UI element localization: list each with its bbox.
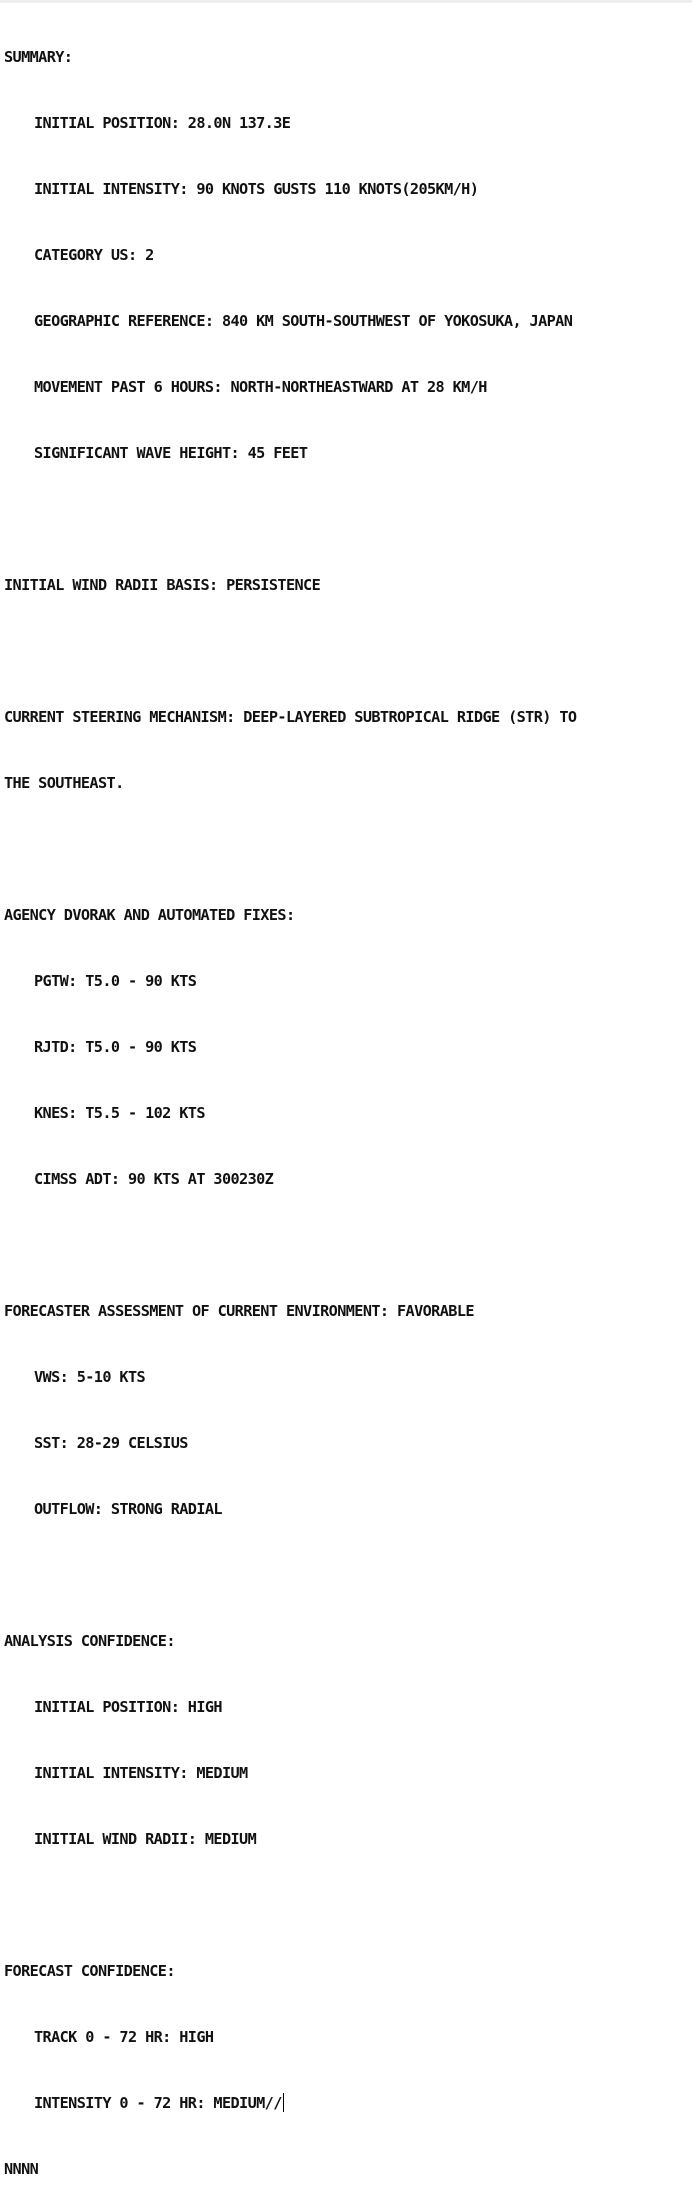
bulletin-text[interactable] [4, 2, 576, 2202]
summary-category: CATEGORY US: 2 [34, 246, 154, 264]
blank-line [4, 1234, 576, 1256]
wind-radii-basis: INITIAL WIND RADII BASIS: PERSISTENCE [4, 576, 321, 594]
end-marker: NNNN [4, 2160, 39, 2178]
summary-initial-position: INITIAL POSITION: 28.0N 137.3E [34, 114, 291, 132]
analysis-initial-position: INITIAL POSITION: HIGH [34, 1698, 222, 1716]
blank-line [4, 1894, 576, 1916]
steering-line-1: CURRENT STEERING MECHANISM: DEEP-LAYERED SUBTROPICAL RIDGE (STR) TO [4, 708, 577, 726]
environment-heading: FORECASTER ASSESSMENT OF CURRENT ENVIRONMENT: FAVORABLE [4, 1302, 474, 1320]
dvorak-heading: AGENCY DVORAK AND AUTOMATED FIXES: [4, 906, 295, 924]
environment-outflow: OUTFLOW: STRONG RADIAL [34, 1500, 222, 1518]
summary-initial-intensity: INITIAL INTENSITY: 90 KNOTS GUSTS 110 KNOTS(205KM/H) [34, 180, 479, 198]
summary-wave-height: SIGNIFICANT WAVE HEIGHT: 45 FEET [34, 444, 308, 462]
forecast-track: TRACK 0 - 72 HR: HIGH [34, 2028, 214, 2046]
steering-line-2: THE SOUTHEAST. [4, 774, 124, 792]
dvorak-knes: KNES: T5.5 - 102 KTS [34, 1104, 205, 1122]
blank-line [4, 838, 576, 860]
analysis-initial-intensity: INITIAL INTENSITY: MEDIUM [34, 1764, 248, 1782]
dvorak-rjtd: RJTD: T5.0 - 90 KTS [34, 1038, 197, 1056]
dvorak-pgtw: PGTW: T5.0 - 90 KTS [34, 972, 197, 990]
summary-heading: SUMMARY: [4, 48, 73, 66]
blank-line [4, 1564, 576, 1586]
summary-movement: MOVEMENT PAST 6 HOURS: NORTH-NORTHEASTWARD AT 28 KM/H [34, 378, 487, 396]
blank-line [4, 508, 576, 530]
summary-geographic-reference: GEOGRAPHIC REFERENCE: 840 KM SOUTH-SOUTHWEST OF YOKOSUKA, JAPAN [34, 312, 573, 330]
forecast-confidence-heading: FORECAST CONFIDENCE: [4, 1962, 175, 1980]
environment-sst: SST: 28-29 CELSIUS [34, 1434, 188, 1452]
analysis-initial-wind-radii: INITIAL WIND RADII: MEDIUM [34, 1830, 257, 1848]
environment-vws: VWS: 5-10 KTS [34, 1368, 146, 1386]
blank-line [4, 640, 576, 662]
forecast-intensity-line [4, 2092, 576, 2114]
dvorak-cimss-adt: CIMSS ADT: 90 KTS AT 300230Z [34, 1170, 274, 1188]
analysis-confidence-heading: ANALYSIS CONFIDENCE: [4, 1632, 175, 1650]
forecast-intensity: INTENSITY 0 - 72 HR: MEDIUM// [34, 2094, 282, 2112]
text-cursor [283, 2093, 284, 2112]
